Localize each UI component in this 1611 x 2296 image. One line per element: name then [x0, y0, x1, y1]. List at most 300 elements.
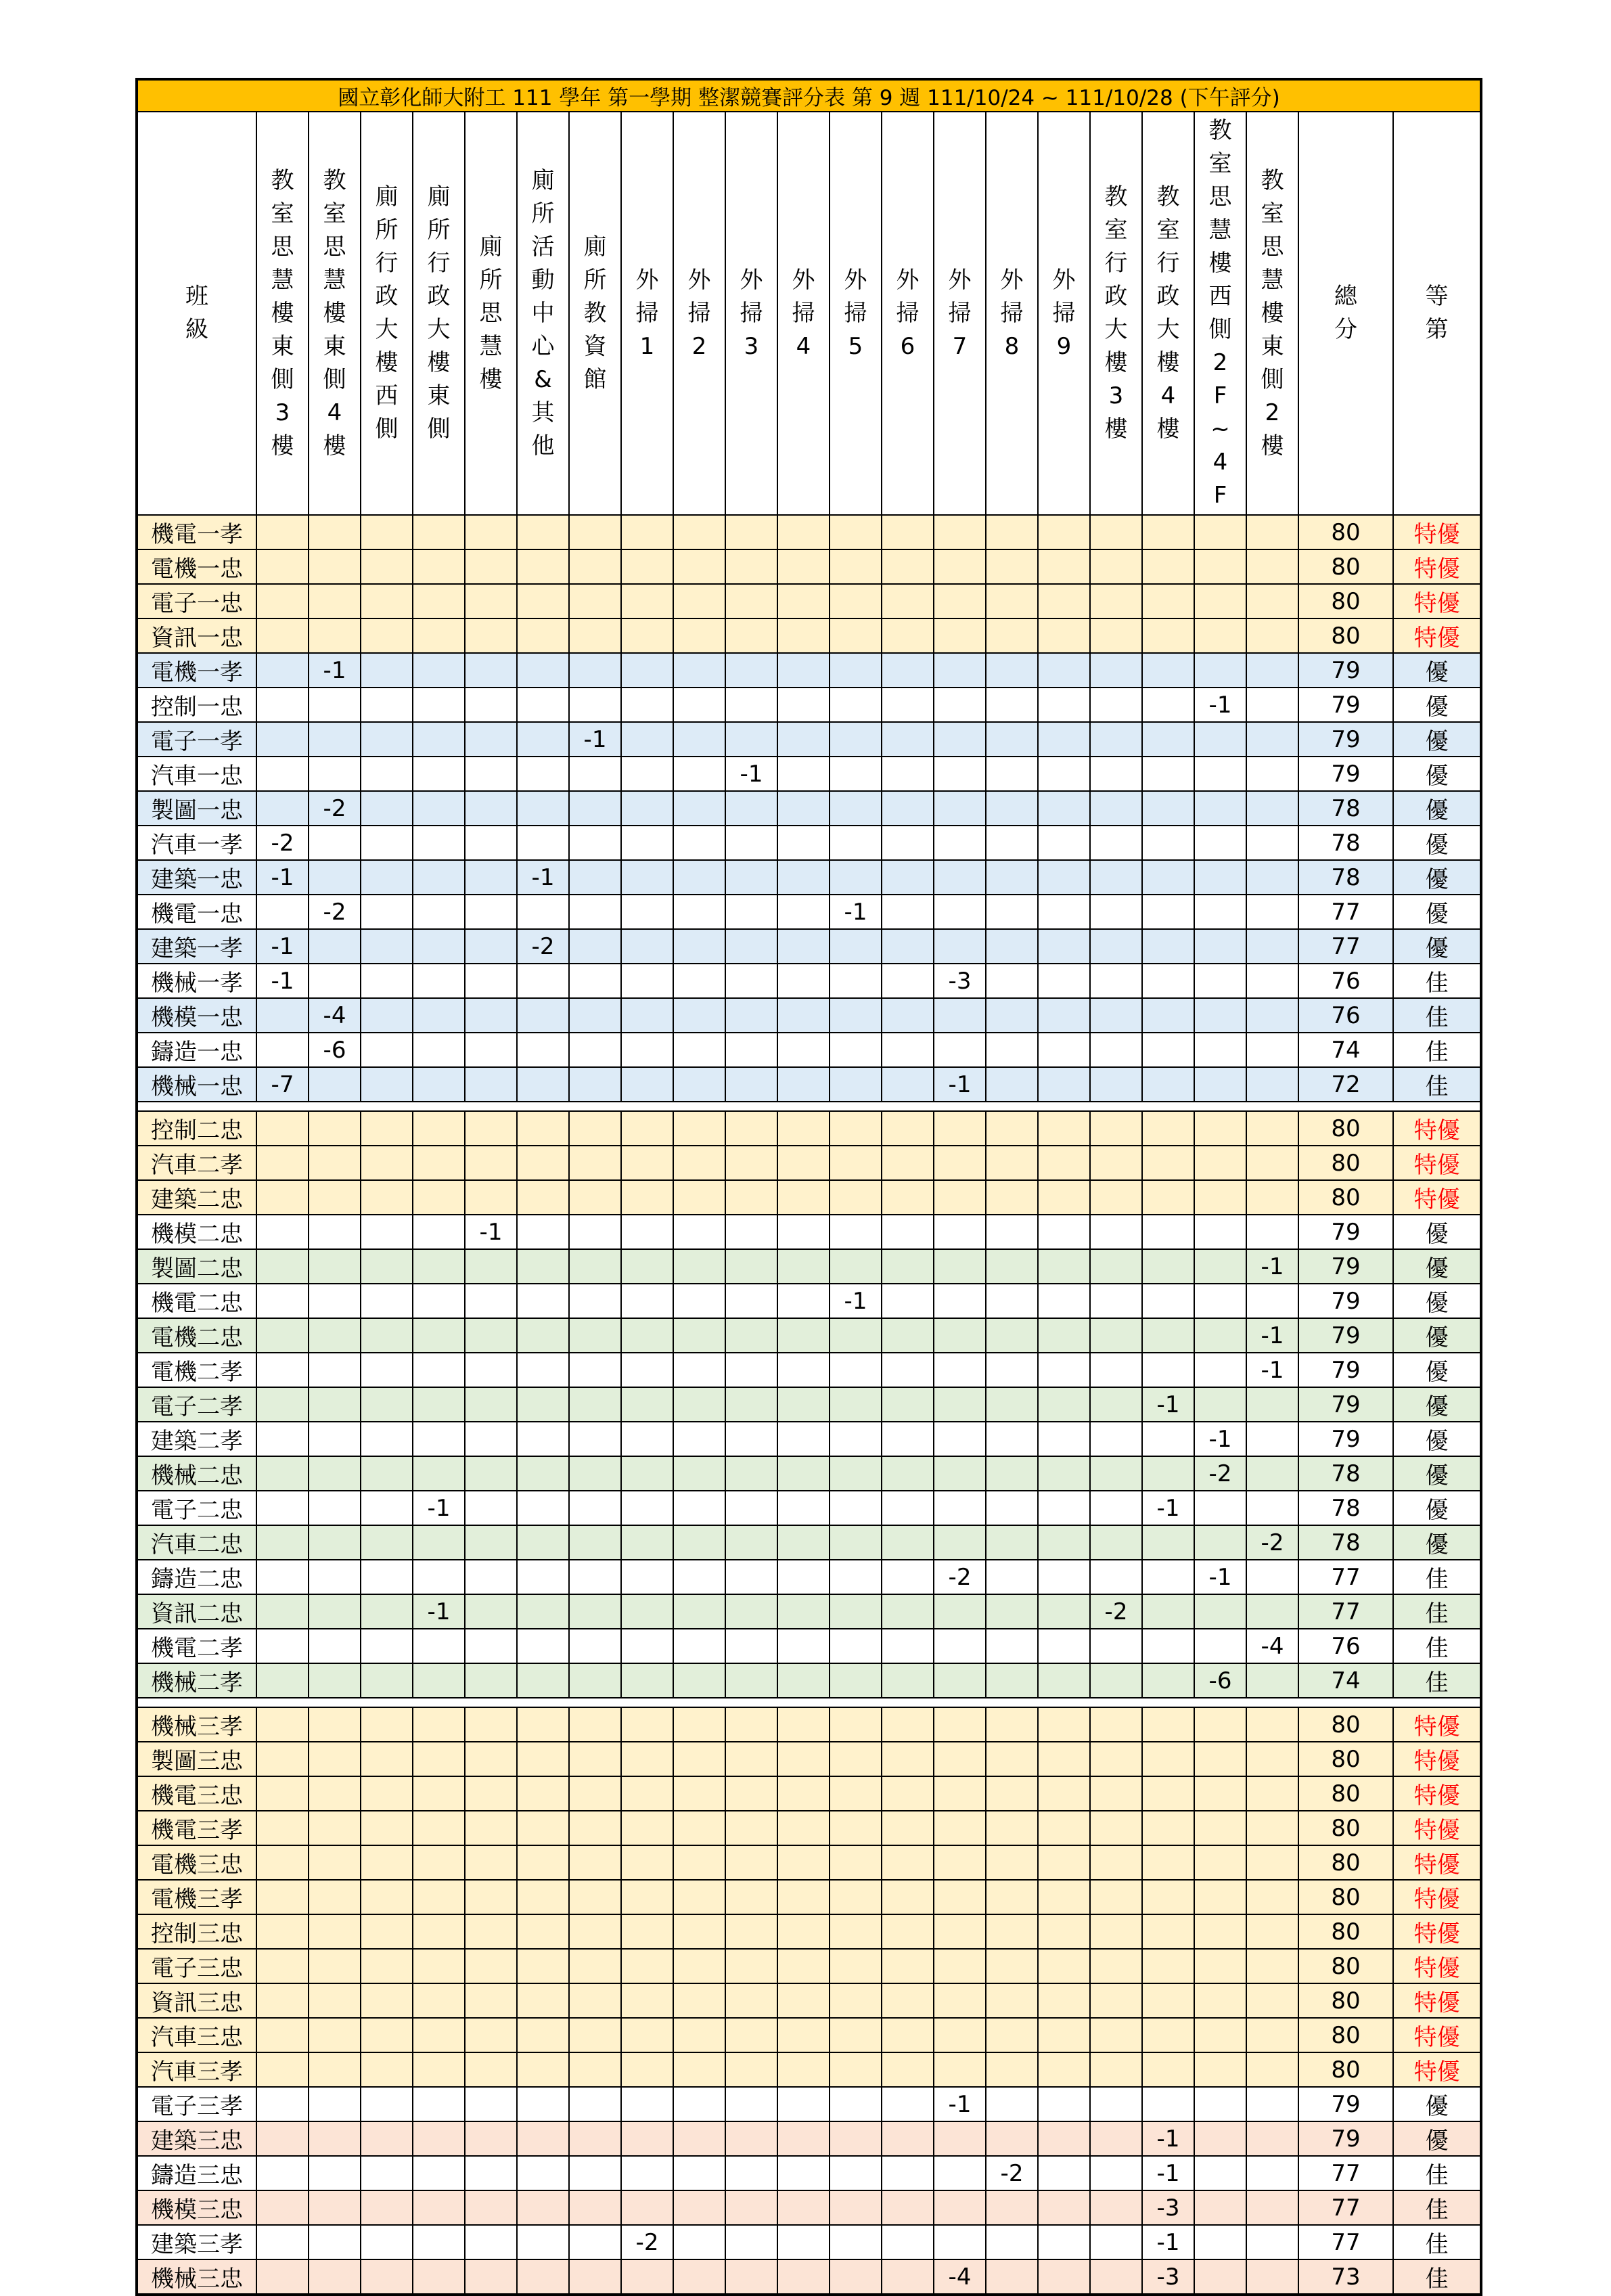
deduction-cell [361, 2087, 413, 2121]
deduction-cell [621, 1629, 673, 1663]
deduction-cell [1246, 1845, 1298, 1880]
deduction-cell [1246, 1742, 1298, 1776]
table-row [137, 2190, 1481, 2225]
deduction-cell [1246, 1663, 1298, 1698]
deduction-cell [725, 1914, 777, 1949]
header-area-6 [517, 112, 569, 515]
deduction-cell [1090, 2052, 1142, 2087]
deduction-cell [361, 1215, 413, 1249]
total-score: 72 [1298, 1067, 1393, 1102]
deduction-cell [517, 2052, 569, 2087]
deduction-cell [1246, 1180, 1298, 1215]
deduction-cell [413, 2087, 465, 2121]
total-score: 76 [1298, 964, 1393, 998]
deduction-cell [986, 998, 1038, 1033]
header-area-8 [621, 112, 673, 515]
deduction-cell [465, 2225, 517, 2259]
deduction-cell: -1 [1142, 1387, 1194, 1422]
deduction-cell [1090, 1215, 1142, 1249]
deduction-cell [777, 1456, 830, 1491]
grade-cell: 特優 [1393, 549, 1481, 584]
deduction-cell [725, 2156, 777, 2190]
table-row [137, 549, 1481, 584]
class-name: 機械一孝 [137, 964, 256, 998]
deduction-cell [1246, 1880, 1298, 1914]
class-name: 機械三忠 [137, 2259, 256, 2295]
deduction-cell [413, 1742, 465, 1776]
deduction-cell [413, 653, 465, 688]
header-area-3-label: 廁 所 行 政 大 樓 西 側 [375, 183, 399, 443]
total-score: 80 [1298, 2052, 1393, 2087]
deduction-cell [1246, 2052, 1298, 2087]
deduction-cell [569, 2225, 621, 2259]
deduction-cell [1090, 895, 1142, 929]
deduction-cell [361, 1707, 413, 1742]
deduction-cell [934, 929, 986, 964]
deduction-cell [569, 1811, 621, 1845]
deduction-cell: -1 [309, 653, 361, 688]
deduction-cell [517, 1845, 569, 1880]
deduction-cell [465, 2018, 517, 2052]
score-sheet [135, 78, 1480, 2296]
deduction-cell [986, 1033, 1038, 1067]
deduction-cell [934, 1215, 986, 1249]
deduction-cell [1246, 515, 1298, 549]
grade-cell: 特優 [1393, 618, 1481, 653]
total-score: 77 [1298, 2156, 1393, 2190]
deduction-cell [256, 1111, 309, 1146]
deduction-cell [309, 964, 361, 998]
deduction-cell [1194, 2121, 1246, 2156]
deduction-cell [725, 1180, 777, 1215]
deduction-cell [256, 1594, 309, 1629]
deduction-cell [517, 1387, 569, 1422]
deduction-cell [361, 1629, 413, 1663]
deduction-cell [1038, 998, 1090, 1033]
deduction-cell [1038, 2259, 1090, 2295]
deduction-cell [465, 1811, 517, 1845]
deduction-cell: -4 [934, 2259, 986, 2295]
deduction-cell [465, 618, 517, 653]
deduction-cell: -1 [1194, 688, 1246, 722]
deduction-cell [1194, 757, 1246, 791]
deduction-cell [361, 757, 413, 791]
deduction-cell [673, 515, 725, 549]
table-row [137, 1845, 1481, 1880]
deduction-cell [517, 1318, 569, 1353]
deduction-cell [1246, 1422, 1298, 1456]
deduction-cell [1194, 791, 1246, 826]
class-name: 製圖一忠 [137, 791, 256, 826]
deduction-cell [673, 1456, 725, 1491]
deduction-cell [517, 2121, 569, 2156]
grade-cell: 特優 [1393, 1707, 1481, 1742]
deduction-cell [256, 2156, 309, 2190]
deduction-cell [1038, 1422, 1090, 1456]
deduction-cell [361, 688, 413, 722]
grade-cell: 特優 [1393, 1949, 1481, 1983]
deduction-cell [1194, 1284, 1246, 1318]
table-row [137, 1456, 1481, 1491]
deduction-cell [777, 2190, 830, 2225]
header-area-4 [413, 112, 465, 515]
deduction-cell [1246, 964, 1298, 998]
deduction-cell [673, 826, 725, 860]
deduction-cell [1246, 1067, 1298, 1102]
grade-cell: 佳 [1393, 1663, 1481, 1698]
deduction-cell [413, 2259, 465, 2295]
deduction-cell [830, 929, 882, 964]
table-row [137, 895, 1481, 929]
deduction-cell [309, 1249, 361, 1284]
deduction-cell [1038, 1560, 1090, 1594]
deduction-cell [569, 618, 621, 653]
deduction-cell [725, 791, 777, 826]
deduction-cell: -2 [1090, 1594, 1142, 1629]
deduction-cell [830, 1033, 882, 1067]
deduction-cell [1194, 2225, 1246, 2259]
deduction-cell [777, 2156, 830, 2190]
deduction-cell [882, 1629, 934, 1663]
deduction-cell: -1 [1246, 1318, 1298, 1353]
table-row [137, 1146, 1481, 1180]
deduction-cell: -1 [1194, 1560, 1246, 1594]
deduction-cell [673, 757, 725, 791]
deduction-cell [1194, 1629, 1246, 1663]
deduction-cell [413, 584, 465, 618]
total-score: 80 [1298, 584, 1393, 618]
deduction-cell [465, 1845, 517, 1880]
deduction-cell [934, 2052, 986, 2087]
deduction-cell [934, 1033, 986, 1067]
class-name: 機電三孝 [137, 1811, 256, 1845]
deduction-cell [1038, 1033, 1090, 1067]
deduction-cell [725, 1353, 777, 1387]
deduction-cell [777, 1033, 830, 1067]
deduction-cell [725, 1663, 777, 1698]
deduction-cell [1038, 688, 1090, 722]
table-row [137, 929, 1481, 964]
deduction-cell [1038, 1318, 1090, 1353]
deduction-cell [569, 1491, 621, 1525]
deduction-cell: -1 [256, 929, 309, 964]
class-name: 建築二孝 [137, 1422, 256, 1456]
deduction-cell [1038, 2087, 1090, 2121]
grade-cell: 特優 [1393, 1845, 1481, 1880]
deduction-cell [309, 1456, 361, 1491]
header-area-10-label: 外 掃 3 [740, 266, 763, 360]
header-area-16 [1038, 112, 1090, 515]
deduction-cell [1090, 1776, 1142, 1811]
deduction-cell [569, 1914, 621, 1949]
deduction-cell [777, 1422, 830, 1456]
grade-cell: 優 [1393, 1284, 1481, 1318]
deduction-cell [725, 998, 777, 1033]
deduction-cell [1142, 1983, 1194, 2018]
deduction-cell [1246, 618, 1298, 653]
deduction-cell [621, 2018, 673, 2052]
deduction-cell [1038, 584, 1090, 618]
deduction-cell [777, 860, 830, 895]
deduction-cell [673, 1742, 725, 1776]
header-area-19 [1194, 112, 1246, 515]
deduction-cell [882, 1491, 934, 1525]
deduction-cell [673, 2018, 725, 2052]
deduction-cell [725, 1033, 777, 1067]
deduction-cell [934, 1594, 986, 1629]
deduction-cell [621, 1387, 673, 1422]
deduction-cell [882, 1456, 934, 1491]
grade-cell: 特優 [1393, 2018, 1481, 2052]
deduction-cell [882, 688, 934, 722]
table-row [137, 618, 1481, 653]
deduction-cell: -1 [1246, 1249, 1298, 1284]
deduction-cell [569, 929, 621, 964]
deduction-cell [1142, 1033, 1194, 1067]
table-row [137, 2018, 1481, 2052]
deduction-cell [1142, 791, 1194, 826]
deduction-cell [673, 1033, 725, 1067]
deduction-cell [830, 1594, 882, 1629]
deduction-cell [309, 1594, 361, 1629]
deduction-cell [1246, 653, 1298, 688]
deduction-cell [465, 1663, 517, 1698]
total-score: 79 [1298, 757, 1393, 791]
total-score: 77 [1298, 1594, 1393, 1629]
deduction-cell [1246, 1387, 1298, 1422]
deduction-cell [621, 722, 673, 757]
deduction-cell [361, 618, 413, 653]
table-row [137, 1033, 1481, 1067]
deduction-cell [882, 1033, 934, 1067]
deduction-cell [413, 2190, 465, 2225]
table-row [137, 2225, 1481, 2259]
deduction-cell [309, 2190, 361, 2225]
deduction-cell [1142, 1284, 1194, 1318]
deduction-cell [934, 895, 986, 929]
deduction-cell [569, 584, 621, 618]
deduction-cell [621, 1067, 673, 1102]
deduction-cell [830, 1318, 882, 1353]
deduction-cell [882, 2225, 934, 2259]
grade-cell: 特優 [1393, 1880, 1481, 1914]
grade-cell: 特優 [1393, 1983, 1481, 2018]
table-row [137, 1707, 1481, 1742]
deduction-cell [830, 2190, 882, 2225]
deduction-cell [830, 1180, 882, 1215]
deduction-cell [882, 1525, 934, 1560]
deduction-cell [1246, 757, 1298, 791]
deduction-cell [1090, 1318, 1142, 1353]
deduction-cell [1090, 860, 1142, 895]
deduction-cell [621, 688, 673, 722]
deduction-cell [361, 1422, 413, 1456]
deduction-cell [1090, 1880, 1142, 1914]
deduction-cell [621, 929, 673, 964]
deduction-cell [309, 688, 361, 722]
deduction-cell: -4 [1246, 1629, 1298, 1663]
deduction-cell [1194, 1111, 1246, 1146]
deduction-cell [830, 1249, 882, 1284]
deduction-cell [309, 1845, 361, 1880]
deduction-cell [830, 964, 882, 998]
header-class-label: 班 級 [185, 283, 208, 343]
deduction-cell [1038, 2052, 1090, 2087]
deduction-cell: -1 [934, 2087, 986, 2121]
deduction-cell [413, 1914, 465, 1949]
deduction-cell [1194, 1146, 1246, 1180]
deduction-cell [986, 1249, 1038, 1284]
deduction-cell [1038, 757, 1090, 791]
deduction-cell [777, 1067, 830, 1102]
deduction-cell [361, 1776, 413, 1811]
deduction-cell [777, 757, 830, 791]
deduction-cell: -2 [256, 826, 309, 860]
deduction-cell [986, 1845, 1038, 1880]
deduction-cell [1142, 826, 1194, 860]
deduction-cell [1142, 1707, 1194, 1742]
deduction-cell [1246, 1594, 1298, 1629]
deduction-cell [361, 1525, 413, 1560]
deduction-cell [882, 515, 934, 549]
deduction-cell [986, 2259, 1038, 2295]
deduction-cell [934, 1880, 986, 1914]
deduction-cell [1090, 722, 1142, 757]
header-area-20-label: 教 室 思 慧 樓 東 側 2 樓 [1261, 166, 1284, 459]
deduction-cell [1194, 998, 1246, 1033]
table-row [137, 1249, 1481, 1284]
deduction-cell [777, 791, 830, 826]
total-score: 79 [1298, 2121, 1393, 2156]
deduction-cell [1246, 1111, 1298, 1146]
deduction-cell [256, 2052, 309, 2087]
deduction-cell [465, 1284, 517, 1318]
deduction-cell [517, 1456, 569, 1491]
deduction-cell [1246, 2225, 1298, 2259]
deduction-cell [621, 653, 673, 688]
deduction-cell [986, 1318, 1038, 1353]
deduction-cell: -2 [986, 2156, 1038, 2190]
total-score: 80 [1298, 1776, 1393, 1811]
deduction-cell [1194, 1067, 1246, 1102]
deduction-cell [517, 2225, 569, 2259]
deduction-cell [1142, 549, 1194, 584]
deduction-cell [309, 515, 361, 549]
deduction-cell [1038, 1387, 1090, 1422]
deduction-cell [465, 826, 517, 860]
deduction-cell [413, 1560, 465, 1594]
class-name: 鑄造一忠 [137, 1033, 256, 1067]
deduction-cell [934, 2190, 986, 2225]
deduction-cell [1142, 1111, 1194, 1146]
header-row [137, 112, 1481, 515]
grade-cell: 特優 [1393, 584, 1481, 618]
deduction-cell [569, 2190, 621, 2225]
class-name: 電子一孝 [137, 722, 256, 757]
table-row [137, 1491, 1481, 1525]
deduction-cell [361, 1811, 413, 1845]
deduction-cell [1142, 1629, 1194, 1663]
deduction-cell [569, 1215, 621, 1249]
deduction-cell [777, 2052, 830, 2087]
deduction-cell [256, 998, 309, 1033]
deduction-cell [517, 515, 569, 549]
class-name: 電子三忠 [137, 1949, 256, 1983]
deduction-cell [256, 1318, 309, 1353]
grade-cell: 佳 [1393, 1629, 1481, 1663]
deduction-cell [777, 1111, 830, 1146]
deduction-cell [1090, 2225, 1142, 2259]
deduction-cell [361, 1949, 413, 1983]
deduction-cell [309, 722, 361, 757]
deduction-cell [256, 1811, 309, 1845]
deduction-cell [621, 1707, 673, 1742]
deduction-cell [1194, 1811, 1246, 1845]
deduction-cell [517, 2018, 569, 2052]
total-score: 80 [1298, 515, 1393, 549]
header-area-17 [1090, 112, 1142, 515]
header-area-18 [1142, 112, 1194, 515]
header-area-19-label: 教 室 思 慧 樓 西 側 2 F ~ 4 F [1208, 117, 1232, 509]
deduction-cell [1194, 826, 1246, 860]
deduction-cell [986, 1707, 1038, 1742]
deduction-cell [361, 1146, 413, 1180]
grade-cell: 優 [1393, 653, 1481, 688]
class-name: 汽車一忠 [137, 757, 256, 791]
total-score: 76 [1298, 1629, 1393, 1663]
deduction-cell [1038, 1776, 1090, 1811]
deduction-cell [830, 826, 882, 860]
deduction-cell [934, 1249, 986, 1284]
deduction-cell [830, 549, 882, 584]
deduction-cell [673, 1594, 725, 1629]
deduction-cell: -2 [1246, 1525, 1298, 1560]
deduction-cell [621, 757, 673, 791]
deduction-cell: -2 [934, 1560, 986, 1594]
deduction-cell [673, 791, 725, 826]
deduction-cell [986, 515, 1038, 549]
deduction-cell [777, 688, 830, 722]
deduction-cell [517, 895, 569, 929]
deduction-cell [1194, 964, 1246, 998]
deduction-cell [465, 2259, 517, 2295]
deduction-cell [1246, 1456, 1298, 1491]
deduction-cell [1142, 2052, 1194, 2087]
deduction-cell [517, 1249, 569, 1284]
deduction-cell [882, 791, 934, 826]
deduction-cell [1246, 1914, 1298, 1949]
deduction-cell [569, 688, 621, 722]
deduction-cell [725, 1387, 777, 1422]
deduction-cell [569, 2052, 621, 2087]
deduction-cell [1038, 722, 1090, 757]
deduction-cell [256, 1707, 309, 1742]
deduction-cell [1090, 1742, 1142, 1776]
deduction-cell [1038, 515, 1090, 549]
class-name: 控制三忠 [137, 1914, 256, 1949]
header-area-12-label: 外 掃 5 [844, 266, 867, 360]
deduction-cell [1194, 1707, 1246, 1742]
deduction-cell [934, 549, 986, 584]
deduction-cell [517, 1663, 569, 1698]
total-score: 80 [1298, 549, 1393, 584]
deduction-cell [1194, 1594, 1246, 1629]
grade-cell: 特優 [1393, 1742, 1481, 1776]
deduction-cell [309, 1663, 361, 1698]
deduction-cell [1090, 1422, 1142, 1456]
deduction-cell [830, 1111, 882, 1146]
deduction-cell [934, 1111, 986, 1146]
